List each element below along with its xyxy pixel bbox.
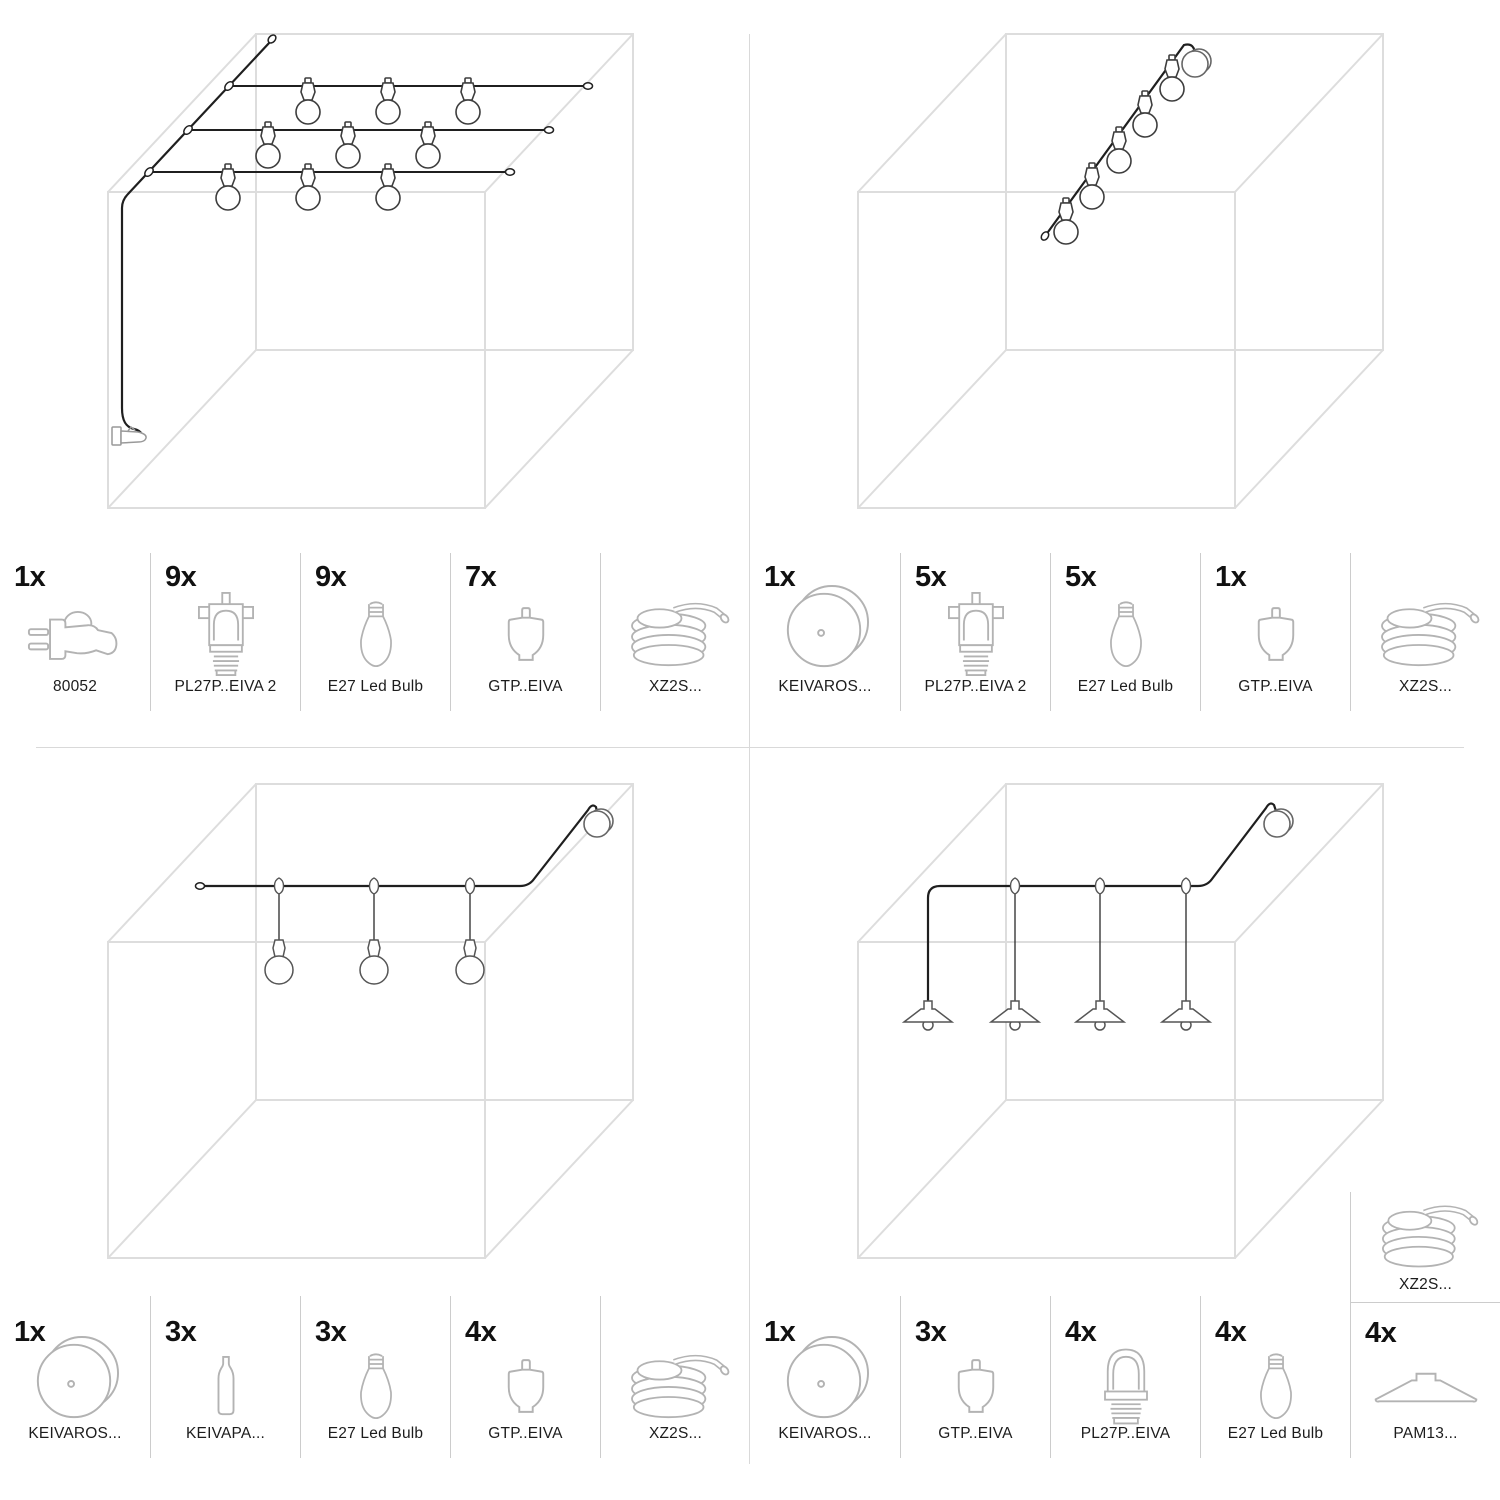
lamp-holder-icon [948, 591, 1004, 677]
part-code: GTP..EIVA [488, 678, 563, 695]
part-cell [600, 1296, 750, 1458]
part-code: PL27P..EIVA 2 [174, 678, 277, 695]
part-cell [0, 1296, 150, 1458]
part-quantity: 1x [764, 561, 796, 593]
part-quantity: 4x [1365, 1317, 1397, 1349]
part-quantity: 4x [465, 1316, 497, 1348]
part-code: 80052 [52, 678, 98, 695]
part-cell [0, 553, 150, 711]
pendant-drops [1015, 894, 1186, 1001]
cable-coil-icon [1372, 1201, 1480, 1271]
part-code: PL27P..EIVA [1080, 1425, 1171, 1442]
kit-panel-top-right [750, 0, 1500, 750]
part-code: E27 Led Bulb [327, 678, 424, 695]
room-cube [858, 34, 1383, 508]
part-quantity: 9x [315, 561, 347, 593]
part-cell [450, 1296, 600, 1458]
part-cell [450, 553, 600, 711]
part-cell [750, 553, 900, 711]
part-quantity: 5x [1065, 561, 1097, 593]
part-code: KEIVAROS... [28, 1425, 122, 1442]
parts-list [0, 553, 750, 711]
part-quantity: 1x [14, 1316, 46, 1348]
part-quantity: 3x [915, 1316, 947, 1348]
part-quantity: 3x [165, 1316, 197, 1348]
room-cube [108, 34, 633, 508]
kit-panel-bottom-right [750, 750, 1500, 1500]
part-code: GTP..EIVA [938, 1425, 1013, 1442]
part-cell [1200, 1296, 1350, 1458]
pendant-cup-icon [207, 1355, 245, 1417]
ceiling-cable [928, 804, 1276, 1001]
part-code: PAM13... [1393, 1425, 1458, 1442]
ball-pendants [265, 940, 484, 984]
ceiling-rose-icon [781, 585, 869, 673]
part-code: PL27P..EIVA 2 [924, 678, 1027, 695]
parts-list [0, 1296, 750, 1458]
part-code: GTP..EIVA [488, 1425, 563, 1442]
part-code: KEIVAROS... [778, 678, 872, 695]
part-code: GTP..EIVA [1238, 678, 1313, 695]
part-cell [1050, 1296, 1200, 1458]
part-quantity: 1x [14, 561, 46, 593]
part-code: XZ2S... [1398, 678, 1453, 695]
lampshade-icon [1372, 1369, 1480, 1407]
kit-diagram-diagonal-string [750, 0, 1500, 553]
room-cube [108, 784, 633, 1258]
part-cell [1351, 1303, 1500, 1457]
part-cell [900, 1296, 1050, 1458]
parts-list [750, 553, 1500, 711]
part-quantity: 9x [165, 561, 197, 593]
kit-diagram-string-lights-grid [0, 0, 750, 553]
part-code: XZ2S... [648, 1425, 703, 1442]
part-cell [600, 553, 750, 711]
cable-gland-icon [503, 606, 549, 662]
shade-pendants [904, 1001, 1210, 1030]
ceiling-rose [584, 809, 613, 837]
part-quantity: 1x [1215, 561, 1247, 593]
part-code: XZ2S... [648, 678, 703, 695]
part-cell [1200, 553, 1350, 711]
string-bulbs [1054, 55, 1184, 244]
cable-coil-icon [1371, 598, 1481, 670]
quadrant-divider-vertical [749, 34, 750, 1464]
part-code: E27 Led Bulb [1227, 1425, 1324, 1442]
cable-coil-icon [621, 598, 731, 670]
part-code: XZ2S... [1398, 1276, 1453, 1293]
part-code: E27 Led Bulb [327, 1425, 424, 1442]
part-quantity: 4x [1215, 1316, 1247, 1348]
pendant-drops [279, 894, 470, 940]
cable-gland-icon [503, 1358, 549, 1414]
lamp-holder-icon [198, 591, 254, 677]
ceiling-rose-icon [781, 1336, 869, 1424]
kit-panel-top-left [0, 0, 750, 750]
wall-plug [112, 427, 146, 445]
quadrant-divider-horizontal [36, 747, 1464, 748]
led-bulb-icon [1104, 597, 1148, 671]
cable-coil-icon [621, 1350, 731, 1422]
part-code: E27 Led Bulb [1077, 678, 1174, 695]
parts-list-extra-column [1350, 1192, 1500, 1458]
part-quantity: 1x [764, 1316, 796, 1348]
part-cell [900, 553, 1050, 711]
cable-gland-icon [953, 1358, 999, 1414]
ceiling-rose [1264, 809, 1293, 837]
part-cell [1350, 553, 1500, 711]
ceiling-rose-icon [31, 1336, 119, 1424]
dome-holder-icon [1098, 1344, 1154, 1428]
kit-diagram-ball-pendants [0, 750, 750, 1296]
part-quantity: 3x [315, 1316, 347, 1348]
part-cell [150, 553, 300, 711]
part-quantity: 5x [915, 561, 947, 593]
ceiling-cable [204, 806, 597, 886]
part-cell [300, 553, 450, 711]
led-bulb-icon [1254, 1349, 1298, 1423]
part-quantity: 7x [465, 561, 497, 593]
part-cell [1050, 553, 1200, 711]
led-bulb-icon [354, 1349, 398, 1423]
part-code: KEIVAROS... [778, 1425, 872, 1442]
ceiling-rose [1182, 49, 1211, 77]
part-cell [300, 1296, 450, 1458]
kit-panel-bottom-left [0, 750, 750, 1500]
cable-gland-icon [1253, 606, 1299, 662]
plug-icon [27, 605, 123, 663]
part-cell [750, 1296, 900, 1458]
part-quantity: 4x [1065, 1316, 1097, 1348]
part-code: KEIVAPA... [186, 1425, 265, 1442]
part-cell [150, 1296, 300, 1458]
led-bulb-icon [354, 597, 398, 671]
part-cell [1351, 1192, 1500, 1303]
